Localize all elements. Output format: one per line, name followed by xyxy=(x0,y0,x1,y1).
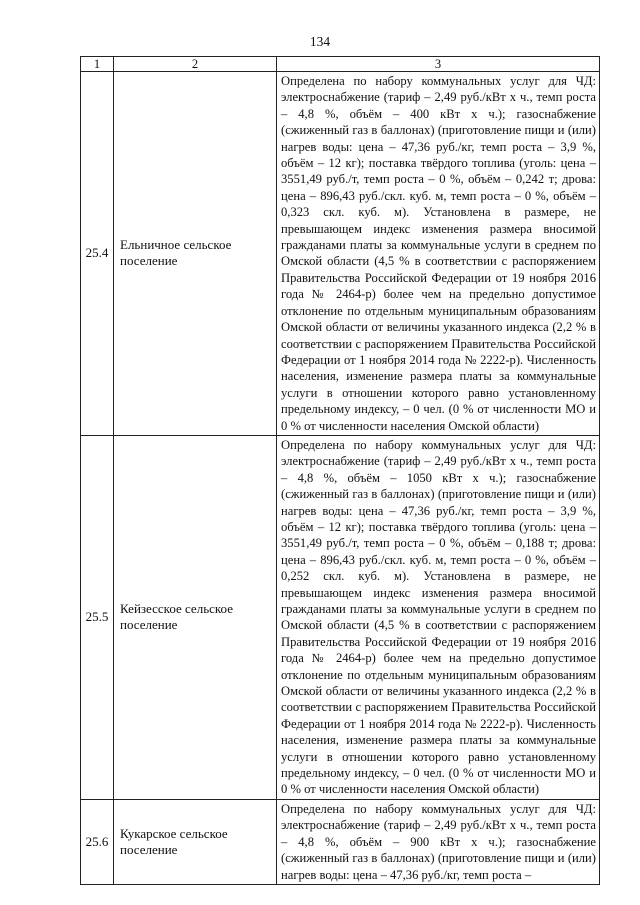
table-header-row xyxy=(81,57,600,72)
row-number: 25.4 xyxy=(81,72,114,436)
header-col-1: 1 xyxy=(81,57,114,72)
tariff-table xyxy=(80,56,600,885)
table-row xyxy=(81,72,600,436)
row-number: 25.6 xyxy=(81,799,114,884)
table-row xyxy=(81,435,600,799)
row-description: Определена по набору коммунальных услуг для ЧД: электроснабжение (тариф – 2,49 руб./кВт х ч., темп роста – 4,8 %, объём – 900 кВт х ч.); газоснабжение (сжиженный газ в баллонах) (приготовление пищи и (или) нагрев воды: цена – 47,36 руб./кг, темп роста – xyxy=(277,799,600,884)
row-description: Определена по набору коммунальных услуг для ЧД: электроснабжение (тариф – 2,49 руб./кВт х ч., темп роста – 4,8 %, объём – 1050 кВт х ч.); газоснабжение (сжиженный газ в баллонах) (приготовление пищи и (или) нагрев воды: цена – 47,36 руб./кг, темп роста – 3,9 %, объём – 12 кг); поставка твёрдого топлива (уголь: цена – 3551,49 руб./т, темп роста – 0 %, объём – 0,188 т; дрова: цена – 896,43 руб./скл. куб. м, темп роста – 0 %, объём – 0,252 скл. куб. м). Установлена в размере, не превышающем индекс изменения размера вносимой гражданами платы за коммунальные услуги в среднем по Омской области (4,5 % в соответствии с распоряжением Правительства Российской Федерации от 19 ноября 2016 года № 2464-р) более чем на предельно допустимое отклонение по отдельным муниципальным образованиям Омской области от величины указанного индекса (2,2 % в соответствии с распоряжением Правительства Российской Федерации от 1 ноября 2014 года № 2222-р). Численность населения, изменение размера платы за коммунальные услуги в отношении которого равно установленному предельному индексу, – 0 чел. (0 % от численности МО и 0 % от численности населения Омской области) xyxy=(277,435,600,799)
table-row xyxy=(81,799,600,884)
header-col-3: 3 xyxy=(277,57,600,72)
settlement-name: Кукарское сельское поселение xyxy=(114,799,277,884)
settlement-name: Кейзесское сельское поселение xyxy=(114,435,277,799)
header-col-2: 2 xyxy=(114,57,277,72)
settlement-name: Ельничное сельское поселение xyxy=(114,72,277,436)
row-description: Определена по набору коммунальных услуг для ЧД: электроснабжение (тариф – 2,49 руб./кВт х ч., темп роста – 4,8 %, объём – 400 кВт х ч.); газоснабжение (сжиженный газ в баллонах) (приготовление пищи и (или) нагрев воды: цена – 47,36 руб./кг, темп роста – 3,9 %, объём – 12 кг); поставка твёрдого топлива (уголь: цена – 3551,49 руб./т, темп роста – 0 %, объём – 0,242 т; дрова: цена – 896,43 руб./скл. куб. м, темп роста – 0 %, объём – 0,323 скл. куб. м). Установлена в размере, не превышающем индекс изменения размера вносимой гражданами платы за коммунальные услуги в среднем по Омской области (4,5 % в соответствии с распоряжением Правительства Российской Федерации от 19 ноября 2016 года № 2464-р) более чем на предельно допустимое отклонение по отдельным муниципальным образованиям Омской области от величины указанного индекса (2,2 % в соответствии с распоряжением Правительства Российской Федерации от 1 ноября 2014 года № 2222-р). Численность населения, изменение размера платы за коммунальные услуги в отношении которого равно установленному предельному индексу, – 0 чел. (0 % от численности МО и 0 % от численности населения Омской области) xyxy=(277,72,600,436)
page-number: 134 xyxy=(309,34,331,49)
row-number: 25.5 xyxy=(81,435,114,799)
